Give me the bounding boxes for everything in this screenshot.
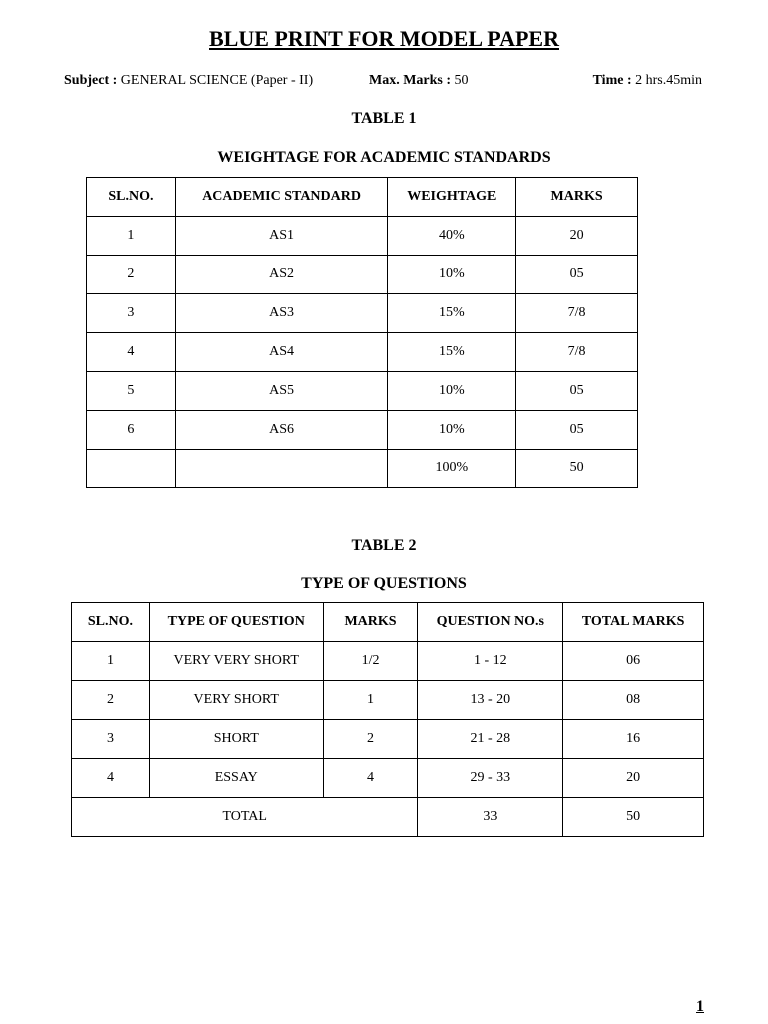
table-total-row	[87, 449, 638, 488]
subject-line	[0, 73, 768, 93]
subject-value: GENERAL SCIENCE (Paper - II)	[120, 73, 314, 88]
table1-caption: TABLE 1	[351, 110, 417, 127]
table-row	[72, 642, 704, 681]
table-cell: 05	[516, 371, 638, 410]
table-cell	[175, 449, 388, 488]
table-total-row	[72, 798, 704, 837]
table2-caption: TABLE 2	[351, 537, 417, 554]
table-cell: AS5	[175, 371, 388, 410]
max-marks-label: Max. Marks :	[369, 73, 452, 88]
table-cell: 4	[72, 759, 150, 798]
time-info	[593, 73, 702, 89]
table-cell: 1	[72, 642, 150, 681]
table-row	[87, 410, 638, 449]
table2-heading: TYPE OF QUESTIONS	[301, 575, 467, 592]
table-cell: 1 - 12	[418, 642, 563, 681]
column-header: WEIGHTAGE	[388, 178, 516, 217]
max-marks-info	[369, 73, 469, 89]
table-cell: 3	[87, 294, 176, 333]
table-cell: 100%	[388, 449, 516, 488]
table-row	[72, 681, 704, 720]
table-cell: 10%	[388, 371, 516, 410]
table-cell: 2	[87, 255, 176, 294]
table-cell: 15%	[388, 294, 516, 333]
column-header: TOTAL MARKS	[563, 603, 704, 642]
table-cell: 6	[87, 410, 176, 449]
table-cell: 13 - 20	[418, 681, 563, 720]
table-cell: 3	[72, 720, 150, 759]
page-number: 1	[696, 998, 704, 1015]
column-header: MARKS	[516, 178, 638, 217]
table-cell: 10%	[388, 255, 516, 294]
table-cell: 4	[87, 333, 176, 372]
table-cell: AS1	[175, 216, 388, 255]
table-cell: 06	[563, 642, 704, 681]
table-row	[72, 720, 704, 759]
table-cell: 16	[563, 720, 704, 759]
table-cell: 15%	[388, 333, 516, 372]
table-cell: AS4	[175, 333, 388, 372]
column-header: TYPE OF QUESTION	[149, 603, 323, 642]
table-cell: VERY SHORT	[149, 681, 323, 720]
table-row	[87, 333, 638, 372]
column-header: SL.NO.	[72, 603, 150, 642]
weightage-table	[86, 177, 638, 488]
column-header: ACADEMIC STANDARD	[175, 178, 388, 217]
table-row	[87, 216, 638, 255]
table-cell: 1	[323, 681, 418, 720]
time-label: Time :	[592, 73, 632, 88]
table-cell: 29 - 33	[418, 759, 563, 798]
table-cell: 7/8	[516, 294, 638, 333]
table-cell: AS3	[175, 294, 388, 333]
max-marks-value: 50	[454, 73, 469, 88]
table-cell: 50	[516, 449, 638, 488]
table-row	[87, 371, 638, 410]
question-types-table	[71, 602, 704, 837]
table-cell: 20	[516, 216, 638, 255]
table-cell: SHORT	[149, 720, 323, 759]
page-title: BLUE PRINT FOR MODEL PAPER	[209, 26, 559, 51]
table1-heading: WEIGHTAGE FOR ACADEMIC STANDARDS	[217, 149, 551, 166]
column-header: MARKS	[323, 603, 418, 642]
table-cell: 05	[516, 255, 638, 294]
table-cell: 10%	[388, 410, 516, 449]
time-value: 2 hrs.45min	[635, 73, 702, 88]
table-cell: 1	[87, 216, 176, 255]
table-cell: AS2	[175, 255, 388, 294]
table-cell: 2	[323, 720, 418, 759]
column-header: SL.NO.	[87, 178, 176, 217]
table-row	[72, 759, 704, 798]
table-cell: 4	[323, 759, 418, 798]
total-label: TOTAL	[72, 798, 418, 837]
table-cell: 7/8	[516, 333, 638, 372]
table-cell: 40%	[388, 216, 516, 255]
table-cell	[87, 449, 176, 488]
total-marks: 50	[563, 798, 704, 837]
table-cell: 1/2	[323, 642, 418, 681]
column-header: QUESTION NO.s	[418, 603, 563, 642]
table-cell: VERY VERY SHORT	[149, 642, 323, 681]
subject-info	[64, 73, 313, 89]
table-cell: 08	[563, 681, 704, 720]
table-cell: AS6	[175, 410, 388, 449]
table-cell: 2	[72, 681, 150, 720]
table-cell: 20	[563, 759, 704, 798]
table-row	[87, 294, 638, 333]
table-cell: 21 - 28	[418, 720, 563, 759]
table-cell: ESSAY	[149, 759, 323, 798]
table-cell: 5	[87, 371, 176, 410]
subject-label: Subject :	[64, 73, 118, 88]
total-questions: 33	[418, 798, 563, 837]
table-row	[87, 255, 638, 294]
table-cell: 05	[516, 410, 638, 449]
table-header-row	[87, 178, 638, 217]
table-header-row	[72, 603, 704, 642]
